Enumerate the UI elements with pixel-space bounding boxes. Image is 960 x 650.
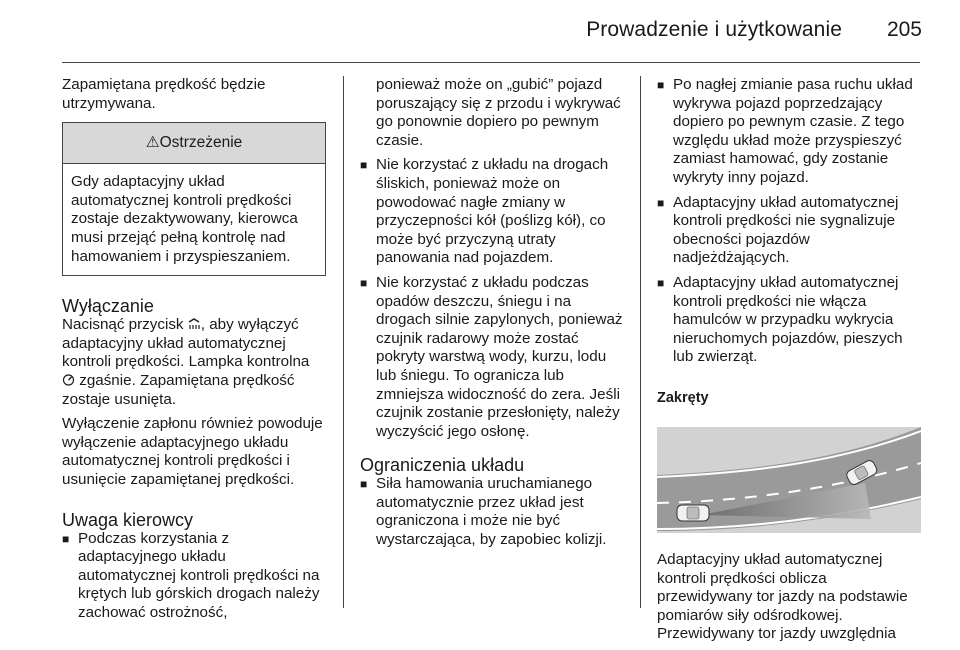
zakrety-paragraph: Adaptacyjny układ automatycznej kontroli prędkości oblicza przewidywany tor jazdy na podstawie pomiarów siły odśrodkowej. Przewidywany tor jazdy uwzględnia: [657, 550, 908, 643]
curve-road-svg: [657, 427, 921, 533]
wylaczanie-paragraph-1: Nacisnąć przycisk , aby wyłączyć adaptacyjny układ automatycznej kontroli prędkości. Lampka kontrolna zgaśnie. Zapamiętana prędkość zostaje usunięta.: [62, 316, 310, 408]
header-title: Prowadzenie i użytkowanie: [586, 18, 842, 41]
column-2: [360, 76, 628, 556]
curve-illustration: [657, 427, 921, 533]
list-item: ■ Podczas korzystania z adaptacyjnego układu automatycznej kontroli prędkości na krętych lub górskich drogach należy zachować ostrożność,: [62, 530, 326, 623]
column-divider-1: [343, 76, 344, 608]
own-car-icon: [677, 505, 709, 521]
list-item: ■ Po nagłej zmianie pasa ruchu układ wykrywa pojazd poprzedzający dopiero po pewnym czasie. Z tego względu układ może przyspieszyć zamiast hamować, gdy zostanie wykryty inny pojazd.: [657, 76, 921, 188]
limitations-list: [360, 475, 628, 549]
warning-title: Ostrzeżenie: [159, 134, 243, 152]
column-divider-2: [640, 76, 641, 608]
limitations-list-continued: [657, 76, 921, 367]
warning-header: [63, 123, 325, 164]
intro-paragraph: Zapamiętana prędkość będzie utrzymywana.: [62, 76, 266, 112]
warning-body: Gdy adaptacyjny układ automatycznej kontroli prędkości zostaje dezaktywowany, kierowca musi przejąć pełną kontrolę nad hamowaniem i przyspieszaniem.: [71, 173, 298, 265]
list-item: ■ Siła hamowania uruchamianego automatycznie przez układ jest ograniczona i może nie być wystarczająca, by zapobiec kolizji.: [360, 475, 628, 549]
header-rule: [62, 62, 920, 63]
uwaga-list: [62, 530, 326, 623]
section-heading-zakrety: Zakręty: [657, 389, 709, 406]
list-item: ■ Adaptacyjny układ automatycznej kontroli prędkości nie sygnalizuje obecności pojazdów nadjeżdżających.: [657, 194, 921, 268]
section-heading-wylaczanie: Wyłączanie: [62, 296, 154, 317]
precautions-list: [360, 156, 628, 441]
cruise-control-indicator-icon: [62, 373, 75, 386]
list-item: ■ Nie korzystać z układu na drogach śliskich, ponieważ może on powodować nagłe zmiany w przyczepności kół (poślizg kół), co może być przyczyną utraty panowania nad pojazdem.: [360, 156, 628, 268]
wylaczanie-paragraph-2: Wyłączenie zapłonu również powoduje wyłączenie adaptacyjnego układu automatycznej kontroli prędkości i usunięcie zapamiętanej prędkości.: [62, 415, 323, 488]
section-heading-uwaga: Uwaga kierowcy: [62, 509, 194, 530]
page-header: [0, 0, 960, 60]
column-1: [62, 76, 326, 628]
section-heading-ograniczenia: Ograniczenia układu: [360, 455, 525, 476]
cruise-off-button-icon: [188, 318, 201, 330]
warning-box: [62, 122, 326, 276]
warning-icon: ⚠: [145, 134, 160, 152]
column-3: [657, 76, 921, 650]
list-item: ■ Nie korzystać z układu podczas opadów deszczu, śniegu i na drogach silnie zapylonych, ponieważ czujnik radarowy może zostać pokryty warstwą wody, kurzu, lodu lub śniegu. To ogranicza lub zmniejsza widoczność do zera. Jeśli czujnik zostanie przesłonięty, należy wyczyścić jego osłonę.: [360, 274, 628, 441]
page-number: 205: [886, 18, 922, 41]
continued-bullet-text: ponieważ może on „gubić” pojazd poruszający się z przodu i wykrywać go ponownie dopiero po pewnym czasie.: [376, 76, 621, 149]
list-item: ■ Adaptacyjny układ automatycznej kontroli prędkości nie włącza hamulców w przypadku wykrycia nieruchomych pojazdów, pieszych lub zwierząt.: [657, 274, 921, 367]
